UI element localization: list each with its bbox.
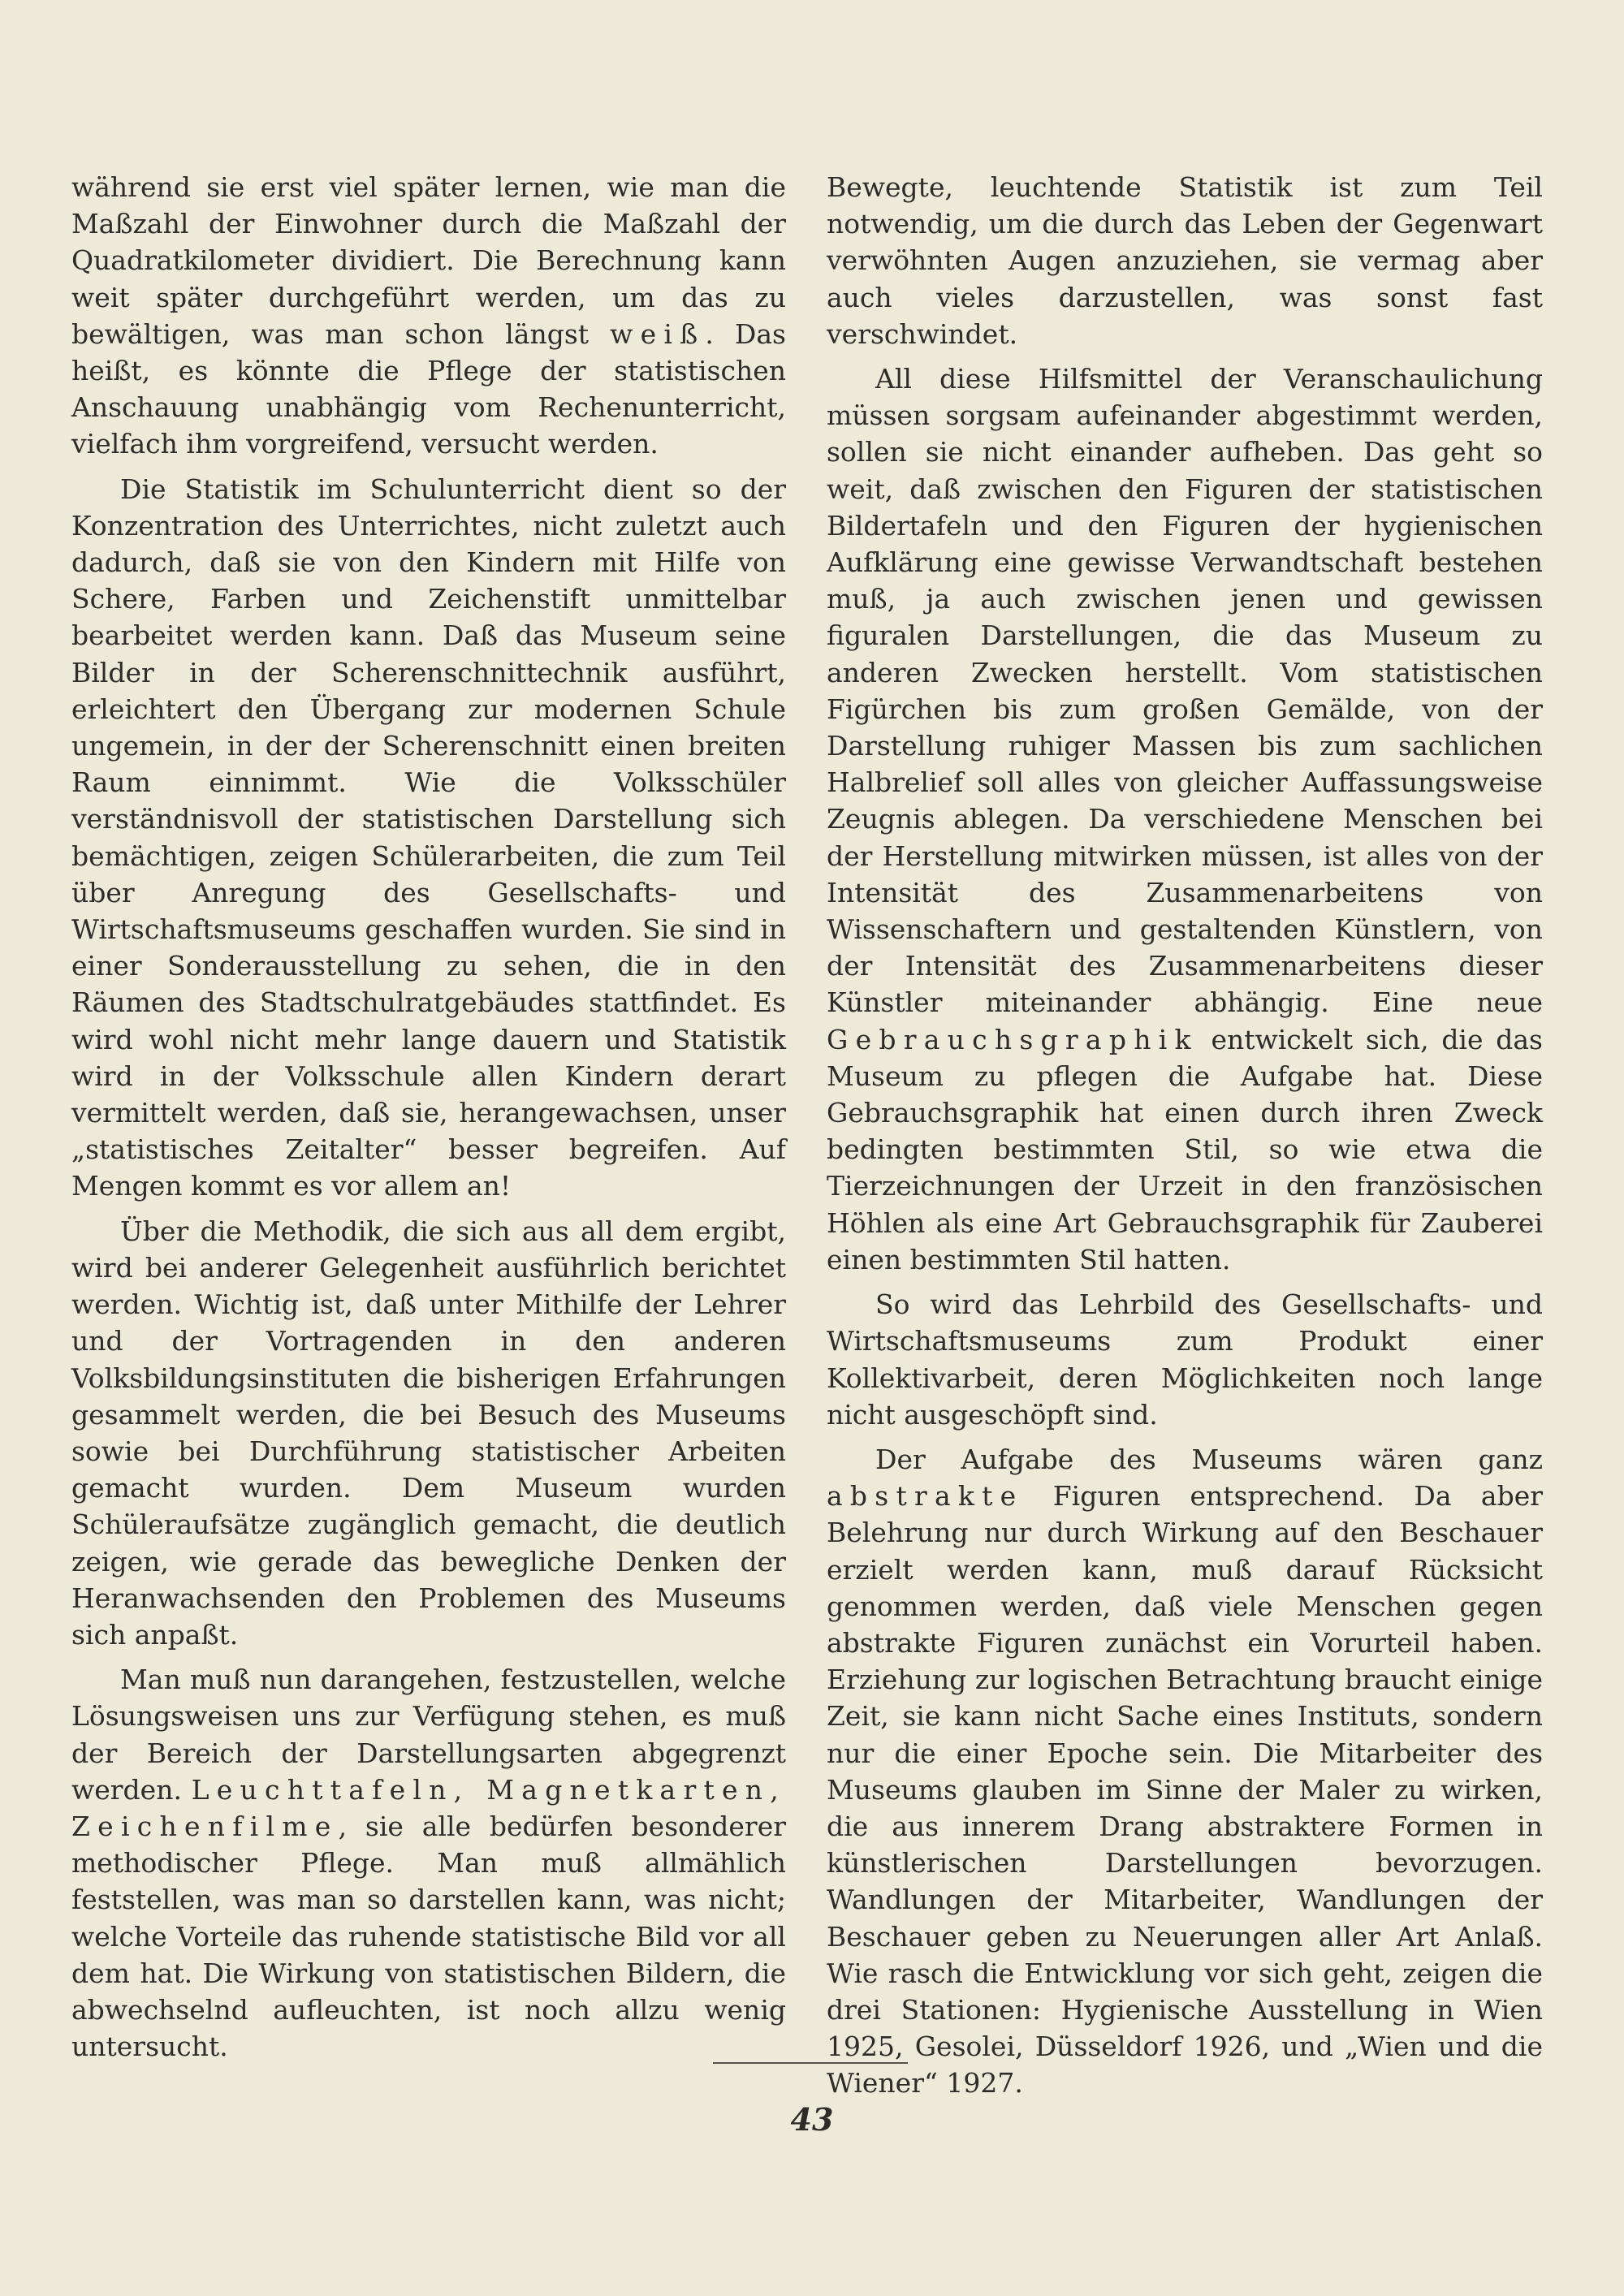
paragraph: All diese Hilfsmittel der Veranschaulichung müssen sorgsam aufeinander abgestimmt werden, sollen sie nicht einander aufheben. Das geht so weit, daß zwischen den Figuren der statistischen Bildertafeln und den Figuren der hygienischen Aufklärung eine gewisse Verwandtschaft bestehen muß, ja auch zwischen jenen und gewissen figuralen Darstellungen, die das Museum zu anderen Zwecken herstellt. Vom statistischen Figürchen bis zum großen Gemälde, von der Darstellung ruhiger Massen bis zum sachlichen Halbrelief soll alles von gleicher Auffassungsweise Zeugnis ablegen. Da verschiedene Menschen bei der Herstellung mitwirken müssen, ist alles von der Intensität des Zusammenarbeitens von Wissenschaftern und gestaltenden Künstlern, von der Intensität des Zusammenarbeitens dieser Künstler miteinander abhängig. Eine neue Gebrauchsgraphik entwickelt sich, die das Museum zu pflegen die Aufgabe hat. Diese Gebrauchsgraphik hat einen durch ihren Zweck bedingten bestimmten Stil, so wie etwa die Tierzeichnungen der Urzeit in den französischen Höhlen als eine Art Gebrauchsgraphik für Zauberei einen bestimmten Stil hatten.: [827, 363, 1543, 1275]
paragraph: Man muß nun darangehen, festzustellen, welche Lösungsweisen uns zur Verfügung stehen, es muß der Bereich der Darstellungsarten abgegrenzt werden. Leuchttafeln, Magnetkarten, Zeichenfilme, sie alle bedürfen besonderer methodischer Pflege. Man muß allmählich feststellen, was man so darstellen kann, was nicht; welche Vorteile das ruhende statistische Bild vor all dem hat. Die Wirkung von statistischen Bildern, die abwechselnd aufleuchten, ist noch allzu wenig untersucht.: [71, 1664, 786, 2063]
paragraph: Bewegte, leuchtende Statistik ist zum Teil notwendig, um die durch das Leben der Gegenwart verwöhnten Augen anzuziehen, sie vermag aber auch vieles darzustellen, was sonst fast verschwindet.: [827, 171, 1543, 350]
paragraph: So wird das Lehrbild des Gesellschafts- und Wirtschaftsmuseums zum Produkt einer Kollektivarbeit, deren Möglichkeiten noch lange nicht ausgeschöpft sind.: [827, 1288, 1543, 1431]
paragraph: Die Statistik im Schulunterricht dient so der Konzentration des Unterrichtes, nicht zuletzt auch dadurch, daß sie von den Kindern mit Hilfe von Schere, Farben und Zeichenstift unmittelbar bearbeitet werden kann. Daß das Museum seine Bilder in der Scherenschnittechnik ausführt, erleichtert den Übergang zur modernen Schule ungemein, in der der Scherenschnitt einen breiten Raum einnimmt. Wie die Volksschüler verständnisvoll der statistischen Darstellung sich bemächtigen, zeigen Schülerarbeiten, die zum Teil über Anregung des Gesellschafts- und Wirtschaftsmuseums geschaffen wurden. Sie sind in einer Sonderausstellung zu sehen, die in den Räumen des Stadtschulratgebäudes stattfindet. Es wird wohl nicht mehr lange dauern und Statistik wird in der Volksschule allen Kindern derart vermittelt werden, daß sie, herangewachsen, unser „statistisches Zeitalter“ besser begreifen. Auf Mengen kommt es vor allem an!: [71, 473, 786, 1202]
page-number: 43: [790, 2101, 834, 2138]
right-text-column: [827, 169, 1543, 2102]
spaced-emphasis: Gebrauchsgraphik: [827, 1023, 1199, 1055]
spaced-emphasis: Leuchttafeln, Magnetkarten, Zeichenfilme: [71, 1773, 786, 1842]
left-text-column: [71, 169, 786, 2065]
spaced-emphasis: abstrakte: [827, 1480, 1024, 1513]
paragraph: Über die Methodik, die sich aus all dem ergibt, wird bei anderer Gelegenheit ausführlich berichtet werden. Wichtig ist, daß unter Mithilfe der Lehrer und der Vortragenden in den anderen Volksbildungsinstituten die bisherigen Erfahrungen gesammelt werden, die bei Besuch des Museums sowie bei Durchführung statistischer Arbeiten gemacht wurden. Dem Museum wurden Schüleraufsätze zugänglich gemacht, die deutlich zeigen, wie gerade das bewegliche Denken der Heranwachsenden den Problemen des Museums sich anpaßt.: [71, 1215, 786, 1651]
footer-divider: [713, 2062, 908, 2064]
spaced-emphasis: weiß: [610, 317, 706, 350]
paragraph: während sie erst viel später lernen, wie man die Maßzahl der Einwohner durch die Maßzahl der Quadratkilometer dividiert. Die Berechnung kann weit später durchgeführt werden, um das zu bewältigen, was man schon längst weiß. Das heißt, es könnte die Pflege der statistischen Anschauung unabhängig vom Rechenunterricht, vielfach ihm vorgreifend, versucht werden.: [71, 171, 786, 460]
paragraph: Der Aufgabe des Museums wären ganz abstrakte Figuren entsprechend. Da aber Belehrung nur durch Wirkung auf den Beschauer erzielt werden kann, muß darauf Rücksicht genommen werden, daß viele Menschen gegen abstrakte Figuren zunächst ein Vorurteil haben. Erziehung zur logischen Betrachtung braucht einige Zeit, sie kann nicht Sache eines Instituts, sondern nur die einer Epoche sein. Die Mitarbeiter des Museums glauben im Sinne der Maler zu wirken, die aus innerem Drang abstraktere Formen in künstlerischen Darstellungen bevorzugen. Wandlungen der Mitarbeiter, Wandlungen der Beschauer geben zu Neuerungen aller Art Anlaß. Wie rasch die Entwicklung vor sich geht, zeigen die drei Stationen: Hygienische Ausstellung in Wien 1925, Gesolei, Düsseldorf 1926, und „Wien und die Wiener“ 1927.: [827, 1443, 1543, 2100]
